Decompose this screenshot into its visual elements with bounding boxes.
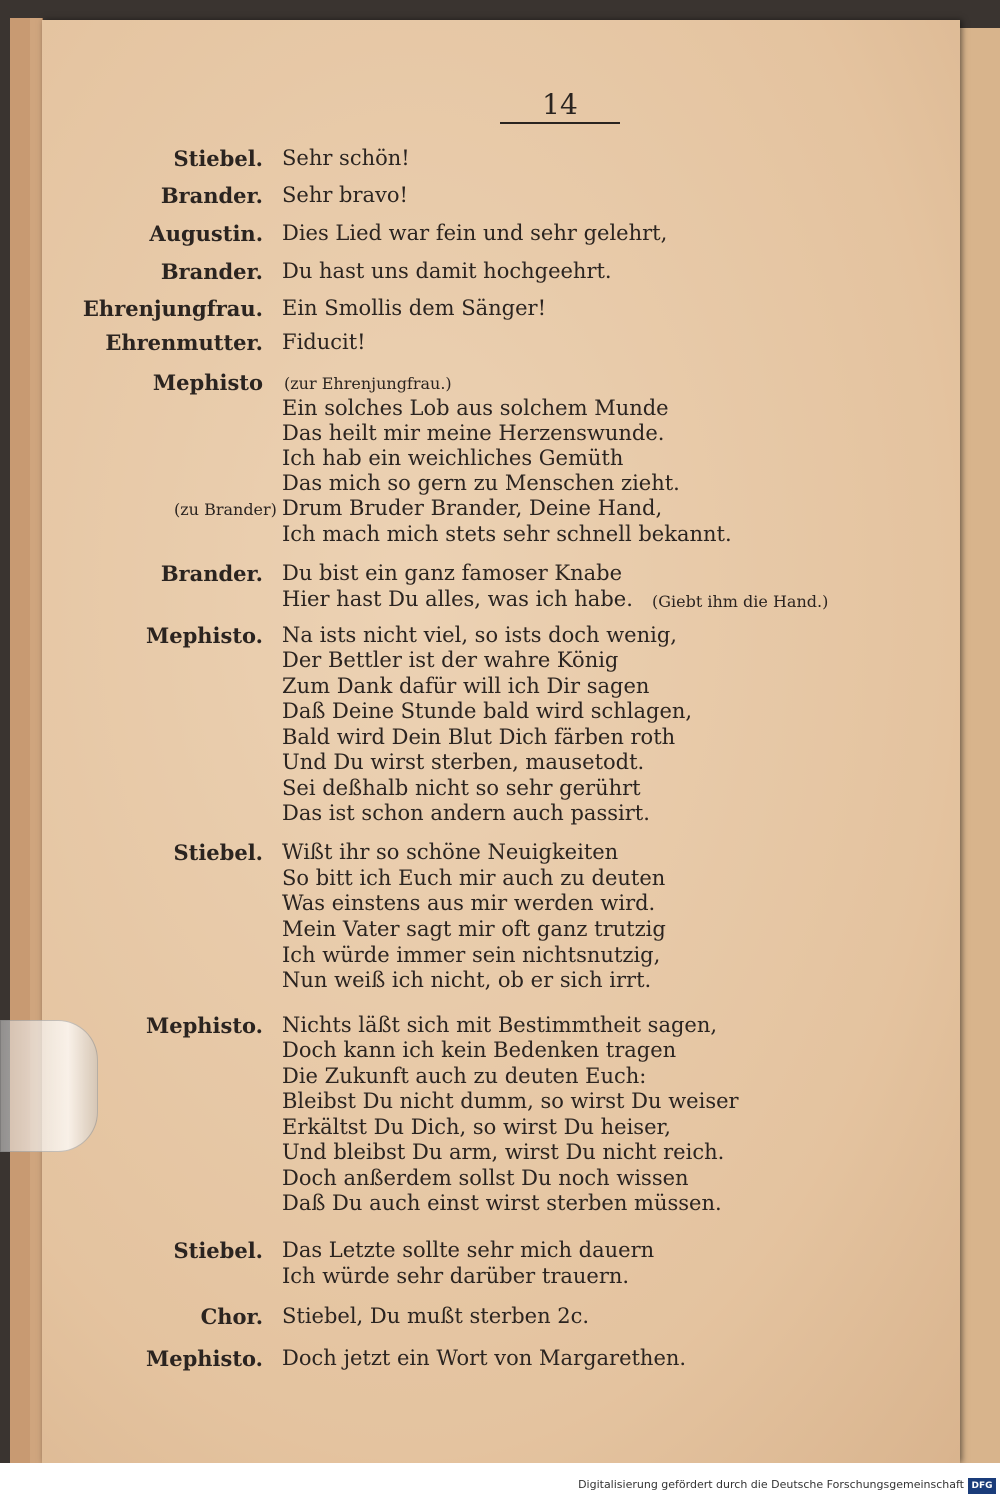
verse-text: Und Du wirst sterben, mausetodt.: [282, 750, 645, 774]
verse-text: Du bist ein ganz famoser Knabe: [282, 561, 623, 585]
dfg-logo: DFG: [968, 1478, 996, 1494]
speaker-name: Stiebel.: [173, 840, 263, 865]
verse-text: Ich hab ein weichliches Gemüth: [282, 446, 624, 470]
verse-text: Sei deßhalb nicht so sehr gerührt: [282, 776, 641, 800]
verse-text: Ich würde sehr darüber trauern.: [282, 1264, 630, 1288]
text-line: [0, 968, 1000, 994]
verse-text: Ein solches Lob aus solchem Munde: [282, 396, 669, 420]
verse-text: Hier hast Du alles, was ich habe.: [282, 587, 633, 611]
text-line: [0, 801, 1000, 827]
text-line: [0, 648, 1000, 674]
verse-text: Doch jetzt ein Wort von Margarethen.: [282, 1346, 687, 1370]
text-line: [0, 674, 1000, 700]
stage-direction: (Giebt ihm die Hand.): [652, 592, 829, 611]
speaker-name: Augustin.: [149, 221, 263, 246]
speaker-name: Mephisto.: [145, 1346, 263, 1371]
text-line: [0, 866, 1000, 892]
verse-text: Stiebel, Du mußt sterben 2c.: [282, 1304, 590, 1328]
text-line: [0, 146, 1000, 172]
verse-text: Nichts läßt sich mit Bestimmtheit sagen,: [282, 1013, 718, 1037]
text-line: [0, 522, 1000, 548]
speaker-name: Chor.: [200, 1304, 263, 1329]
verse-text: Das Letzte sollte sehr mich dauern: [282, 1238, 655, 1262]
verse-text: Doch anßerdem sollst Du noch wissen: [282, 1166, 689, 1190]
text-line: [0, 1346, 1000, 1372]
text-line: [0, 1264, 1000, 1290]
text-line: [0, 699, 1000, 725]
verse-text: Daß Deine Stunde bald wird schlagen,: [282, 699, 693, 723]
verse-text: Zum Dank dafür will ich Dir sagen: [282, 674, 650, 698]
stage-direction: (zur Ehrenjungfrau.): [284, 374, 452, 393]
verse-text: Das mich so gern zu Menschen zieht.: [282, 471, 680, 495]
text-line: [0, 446, 1000, 472]
text-line: [0, 1115, 1000, 1141]
verse-text: Wißt ihr so schöne Neuigkeiten: [282, 840, 619, 864]
verse-text: Bleibst Du nicht dumm, so wirst Du weiser: [282, 1089, 739, 1113]
text-line: [0, 1038, 1000, 1064]
text-line: [0, 370, 1000, 396]
text-line: [0, 1089, 1000, 1115]
speaker-name: Mephisto.: [145, 623, 263, 648]
text-line: [0, 561, 1000, 587]
verse-text: Ich würde immer sein nichtsnutzig,: [282, 943, 661, 967]
text-line: [0, 943, 1000, 969]
speaker-name: Stiebel.: [173, 1238, 263, 1263]
text-line: [0, 623, 1000, 649]
verse-text: Nun weiß ich nicht, ob er sich irrt.: [282, 968, 652, 992]
text-line: [0, 587, 1000, 613]
verse-text: Du hast uns damit hochgeehrt.: [282, 259, 612, 283]
stage-direction: (zu Brander): [174, 500, 277, 519]
verse-text: Die Zukunft auch zu deuten Euch:: [282, 1064, 647, 1088]
speaker-name: Mephisto: [152, 370, 263, 395]
speaker-name: Ehrenmutter.: [105, 330, 263, 355]
verse-text: Fiducit!: [282, 330, 366, 354]
speaker-name: Brander.: [160, 183, 263, 208]
verse-text: Das ist schon andern auch passirt.: [282, 801, 650, 825]
verse-text: Sehr bravo!: [282, 183, 408, 207]
text-line: [0, 471, 1000, 497]
text-line: [0, 750, 1000, 776]
verse-text: Daß Du auch einst wirst sterben müssen.: [282, 1191, 722, 1215]
text-line: [0, 496, 1000, 522]
footer: [0, 1463, 1000, 1503]
speaker-name: Brander.: [160, 561, 263, 586]
text-line: [0, 1304, 1000, 1330]
text-line: [0, 396, 1000, 422]
verse-text: So bitt ich Euch mir auch zu deuten: [282, 866, 666, 890]
text-line: [0, 1191, 1000, 1217]
text-line: [0, 296, 1000, 322]
verse-text: Erkältst Du Dich, so wirst Du heiser,: [282, 1115, 671, 1139]
text-line: [0, 1064, 1000, 1090]
verse-text: Das heilt mir meine Herzenswunde.: [282, 421, 665, 445]
verse-text: Und bleibst Du arm, wirst Du nicht reich.: [282, 1140, 725, 1164]
text-line: [0, 421, 1000, 447]
page-number-rule: [500, 122, 620, 124]
speaker-name: Mephisto.: [145, 1013, 263, 1038]
verse-text: Na ists nicht viel, so ists doch wenig,: [282, 623, 677, 647]
page-number: 14: [542, 88, 578, 121]
verse-text: Dies Lied war fein und sehr gelehrt,: [282, 221, 668, 245]
verse-text: Was einstens aus mir werden wird.: [282, 891, 656, 915]
verse-text: Doch kann ich kein Bedenken tragen: [282, 1038, 677, 1062]
verse-text: Bald wird Dein Blut Dich färben roth: [282, 725, 676, 749]
text-line: [0, 776, 1000, 802]
verse-text: Ich mach mich stets sehr schnell bekannt.: [282, 522, 732, 546]
text-line: [0, 330, 1000, 356]
text-line: [0, 1238, 1000, 1264]
text-line: [0, 1013, 1000, 1039]
text-line: [0, 221, 1000, 247]
verse-text: Drum Bruder Brander, Deine Hand,: [282, 496, 663, 520]
speaker-name: Ehrenjungfrau.: [82, 296, 263, 321]
speaker-name: Brander.: [160, 259, 263, 284]
footer-credit: Digitalisierung gefördert durch die Deutsche Forschungsgemeinschaft: [578, 1478, 964, 1491]
verse-text: Sehr schön!: [282, 146, 410, 170]
verse-text: Der Bettler ist der wahre König: [282, 648, 619, 672]
speaker-name: Stiebel.: [173, 146, 263, 171]
text-line: [0, 917, 1000, 943]
text-line: [0, 725, 1000, 751]
text-line: [0, 259, 1000, 285]
verse-text: Mein Vater sagt mir oft ganz trutzig: [282, 917, 666, 941]
text-line: [0, 840, 1000, 866]
text-line: [0, 891, 1000, 917]
text-line: [0, 1166, 1000, 1192]
verse-text: Ein Smollis dem Sänger!: [282, 296, 547, 320]
text-line: [0, 183, 1000, 209]
text-line: [0, 1140, 1000, 1166]
